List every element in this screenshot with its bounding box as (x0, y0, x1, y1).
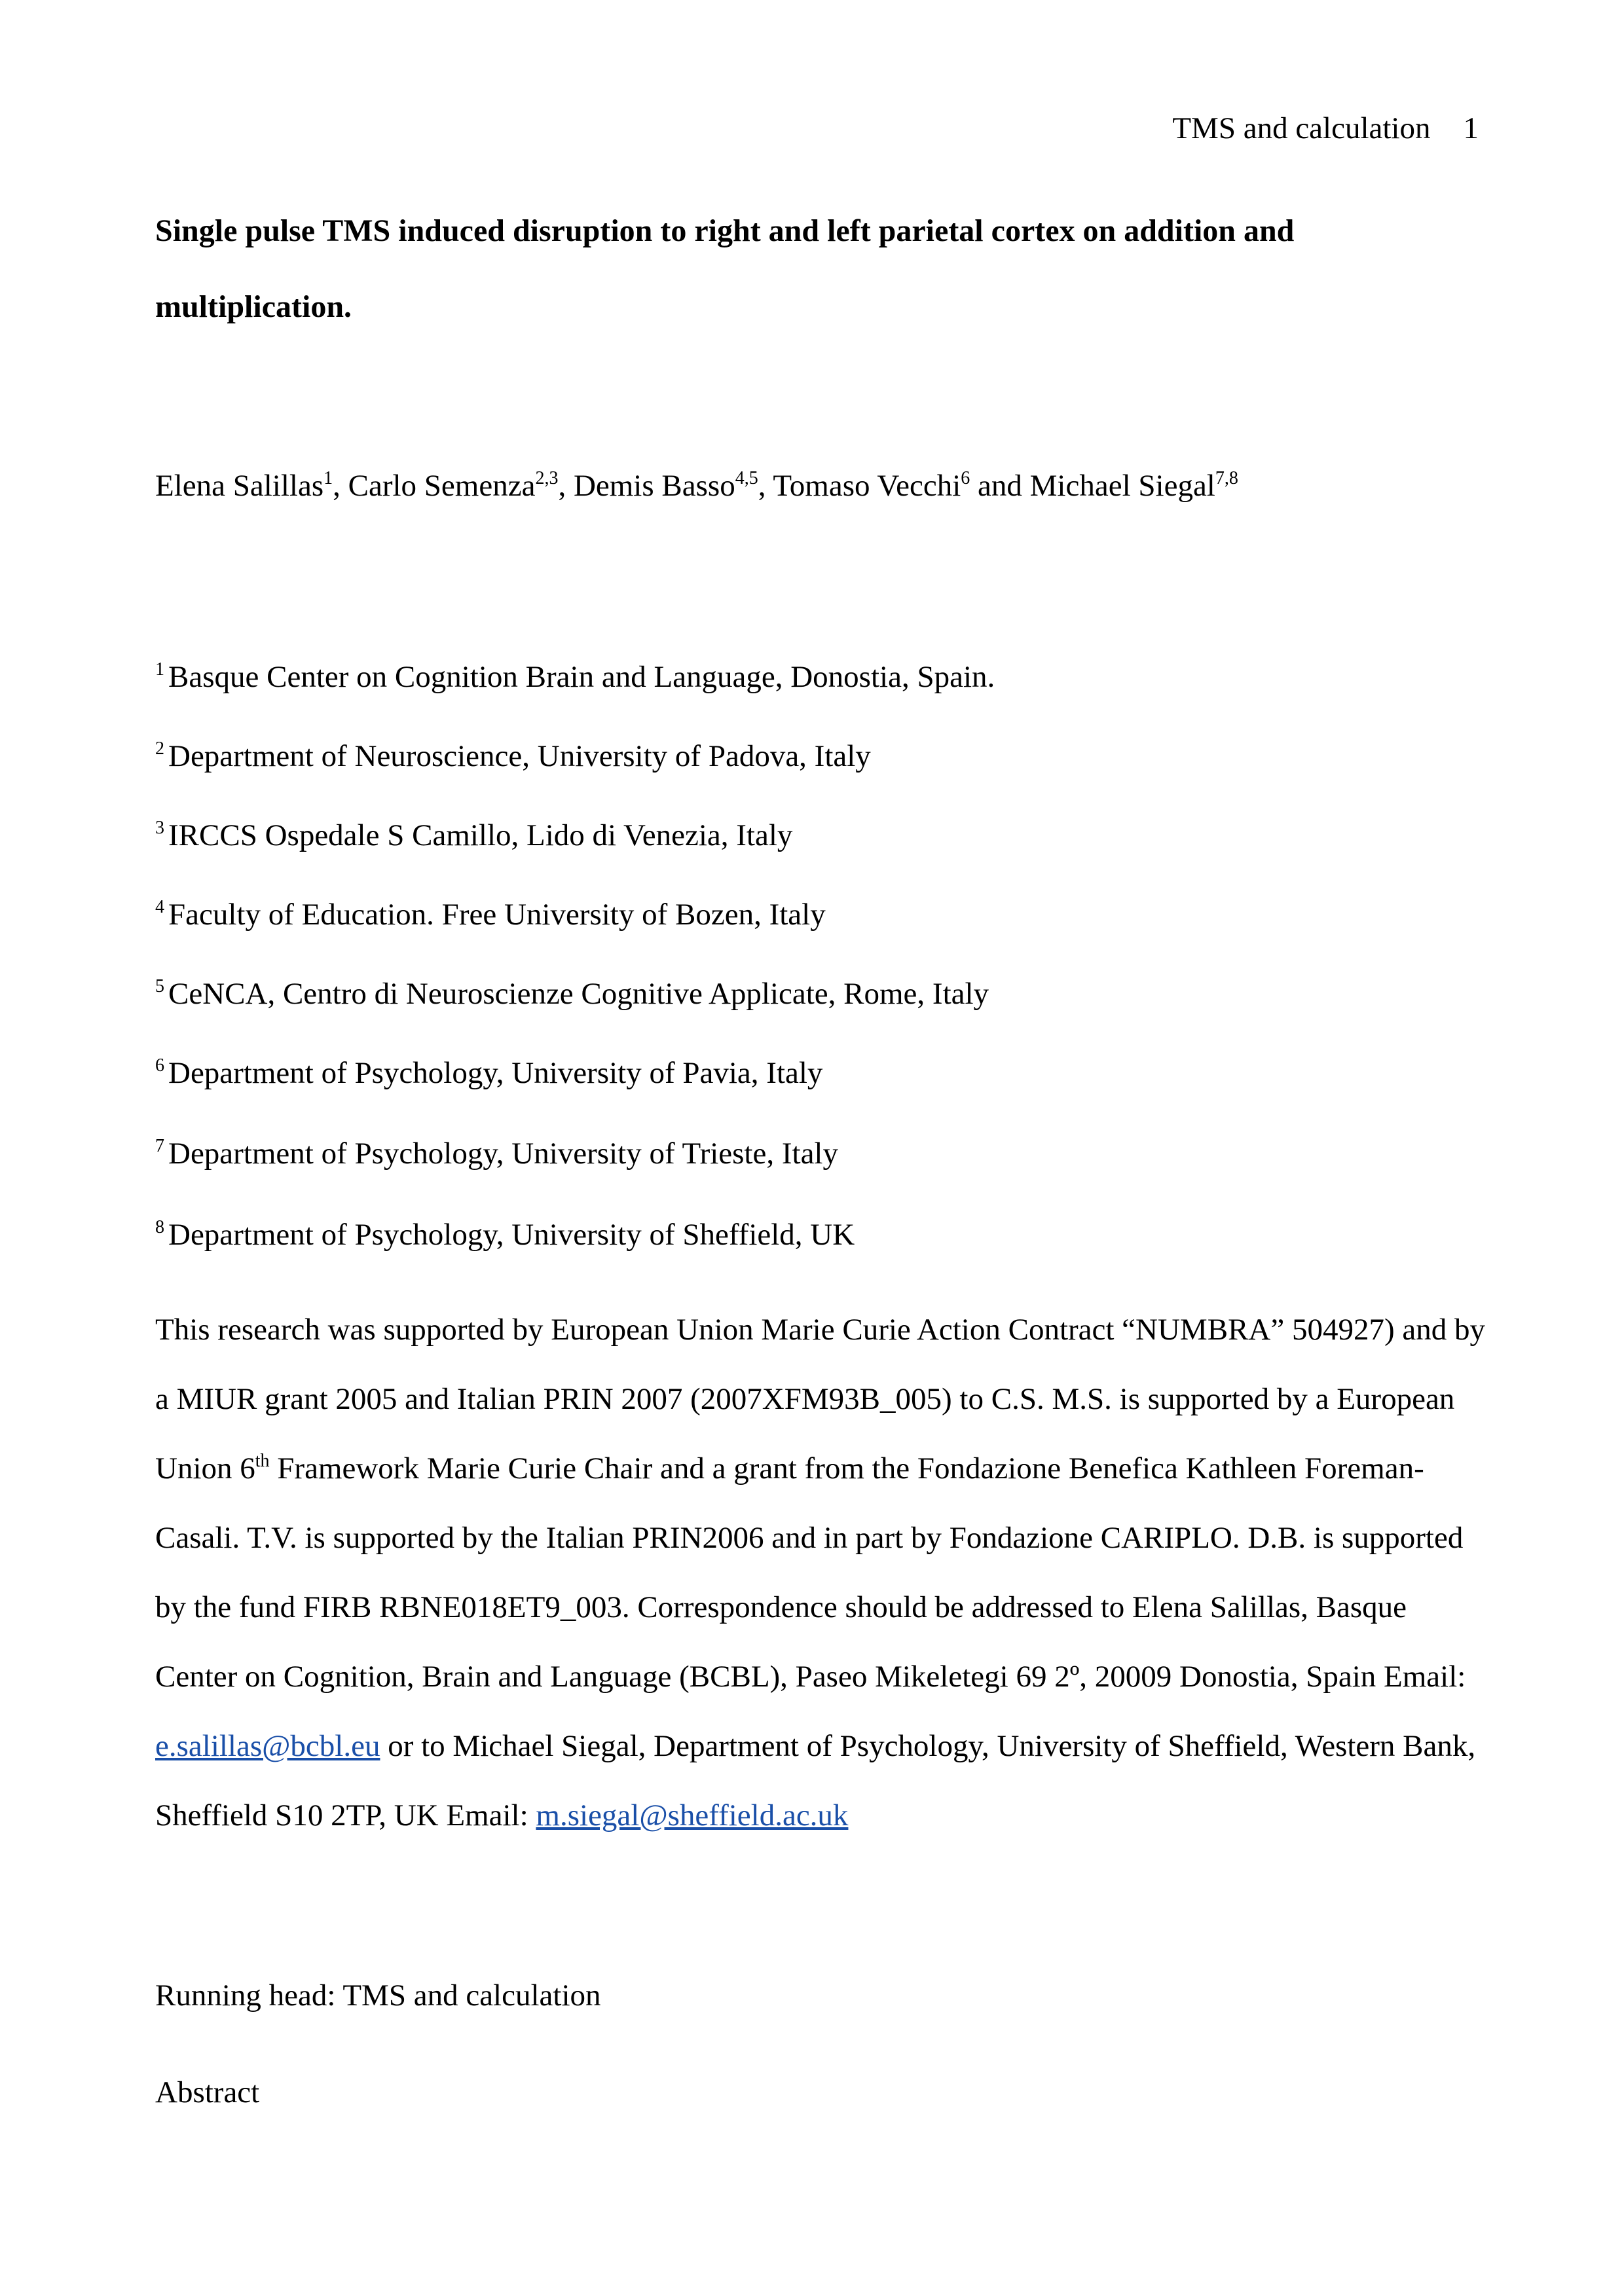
affiliation-item (155, 738, 871, 774)
author-affiliation-marker: 6 (961, 468, 970, 488)
affiliation-text: Department of Psychology, University of Trieste, Italy (168, 1137, 838, 1171)
author-name: Demis Basso (573, 469, 735, 503)
funding-line: This research was supported by European Union Marie Curie Action Contract “NUMBRA” 504927) and by (155, 1313, 1485, 1347)
funding-line: a MIUR grant 2005 and Italian PRIN 2007 (2007XFM93B_005) to C.S. M.S. is supported by a European (155, 1382, 1455, 1416)
affiliation-number: 8 (155, 1217, 164, 1237)
funding-text: Sheffield S10 2TP, UK Email: (155, 1798, 536, 1832)
affiliation-item (155, 1055, 822, 1091)
funding-line (155, 1781, 1465, 1850)
running-header-title: TMS and calculation (1172, 111, 1431, 145)
funding-line: Center on Cognition, Brain and Language (BCBL), Paseo Mikeletegi 69 2º, 20009 Donostia, Spain Email: (155, 1660, 1466, 1694)
ordinal-suffix: th (255, 1451, 270, 1471)
author-affiliation-marker: 1 (323, 468, 333, 488)
affiliation-number: 5 (155, 976, 164, 996)
author-separator: , (333, 469, 348, 503)
author-name: Elena Salillas (155, 469, 324, 503)
affiliation-number: 4 (155, 897, 164, 917)
affiliation-text: CeNCA, Centro di Neuroscienze Cognitive Applicate, Rome, Italy (168, 977, 989, 1011)
email-link-salillas[interactable]: e.salillas@bcbl.eu (155, 1729, 380, 1763)
author-name: Michael Siegal (1029, 469, 1215, 503)
affiliation-item (155, 896, 826, 933)
abstract-heading: Abstract (155, 2075, 260, 2109)
affiliation-number: 2 (155, 738, 164, 759)
affiliation-item (155, 1216, 855, 1253)
page-number: 1 (1463, 111, 1479, 145)
paper-title-line-1: Single pulse TMS induced disruption to right and left parietal cortex on addition and (155, 213, 1295, 248)
affiliation-item (155, 659, 995, 695)
affiliation-number: 1 (155, 659, 164, 680)
paper-title-line-2: multiplication. (155, 289, 352, 324)
email-link-siegal[interactable]: m.siegal@sheffield.ac.uk (536, 1798, 849, 1832)
funding-line: by the fund FIRB RBNE018ET9_003. Correspondence should be addressed to Elena Salillas, Basque (155, 1590, 1407, 1624)
affiliation-item (155, 1135, 838, 1172)
running-head-statement: Running head: TMS and calculation (155, 1978, 601, 2013)
affiliation-number: 6 (155, 1055, 164, 1076)
author-affiliation-marker: 2,3 (535, 468, 559, 488)
affiliation-item (155, 975, 989, 1012)
author-separator: , (558, 469, 574, 503)
author-name: Tomaso Vecchi (773, 469, 961, 503)
author-affiliation-marker: 4,5 (735, 468, 758, 488)
funding-text: Union 6 (155, 1451, 255, 1485)
author-separator: and (970, 469, 1030, 503)
author-separator: , (758, 469, 773, 503)
affiliation-text: IRCCS Ospedale S Camillo, Lido di Venezia, Italy (168, 818, 793, 852)
funding-line (155, 1434, 1465, 1503)
funding-paragraph (155, 1295, 1485, 1850)
affiliation-text: Department of Neuroscience, University of Padova, Italy (168, 739, 871, 773)
author-name: Carlo Semenza (348, 469, 536, 503)
affiliation-item (155, 817, 792, 854)
funding-text: or to Michael Siegal, Department of Psychology, University of Sheffield, Western Bank, (380, 1729, 1476, 1763)
affiliation-text: Department of Psychology, University of Pavia, Italy (168, 1056, 823, 1090)
funding-text: Framework Marie Curie Chair and a grant from the Fondazione Benefica Kathleen Foreman- (269, 1451, 1424, 1485)
affiliation-number: 7 (155, 1136, 164, 1156)
affiliation-text: Basque Center on Cognition Brain and Language, Donostia, Spain. (168, 660, 995, 694)
funding-line: Casali. T.V. is supported by the Italian PRIN2006 and in part by Fondazione CARIPLO. D.B. is supported (155, 1521, 1464, 1555)
funding-line (155, 1711, 1476, 1781)
paper-title (155, 193, 1465, 345)
affiliation-text: Faculty of Education. Free University of Bozen, Italy (168, 898, 826, 932)
author-affiliation-marker: 7,8 (1215, 468, 1238, 488)
affiliation-text: Department of Psychology, University of Sheffield, UK (168, 1218, 855, 1252)
running-header (1172, 110, 1479, 147)
affiliation-number: 3 (155, 818, 164, 838)
author-list (155, 467, 1465, 504)
